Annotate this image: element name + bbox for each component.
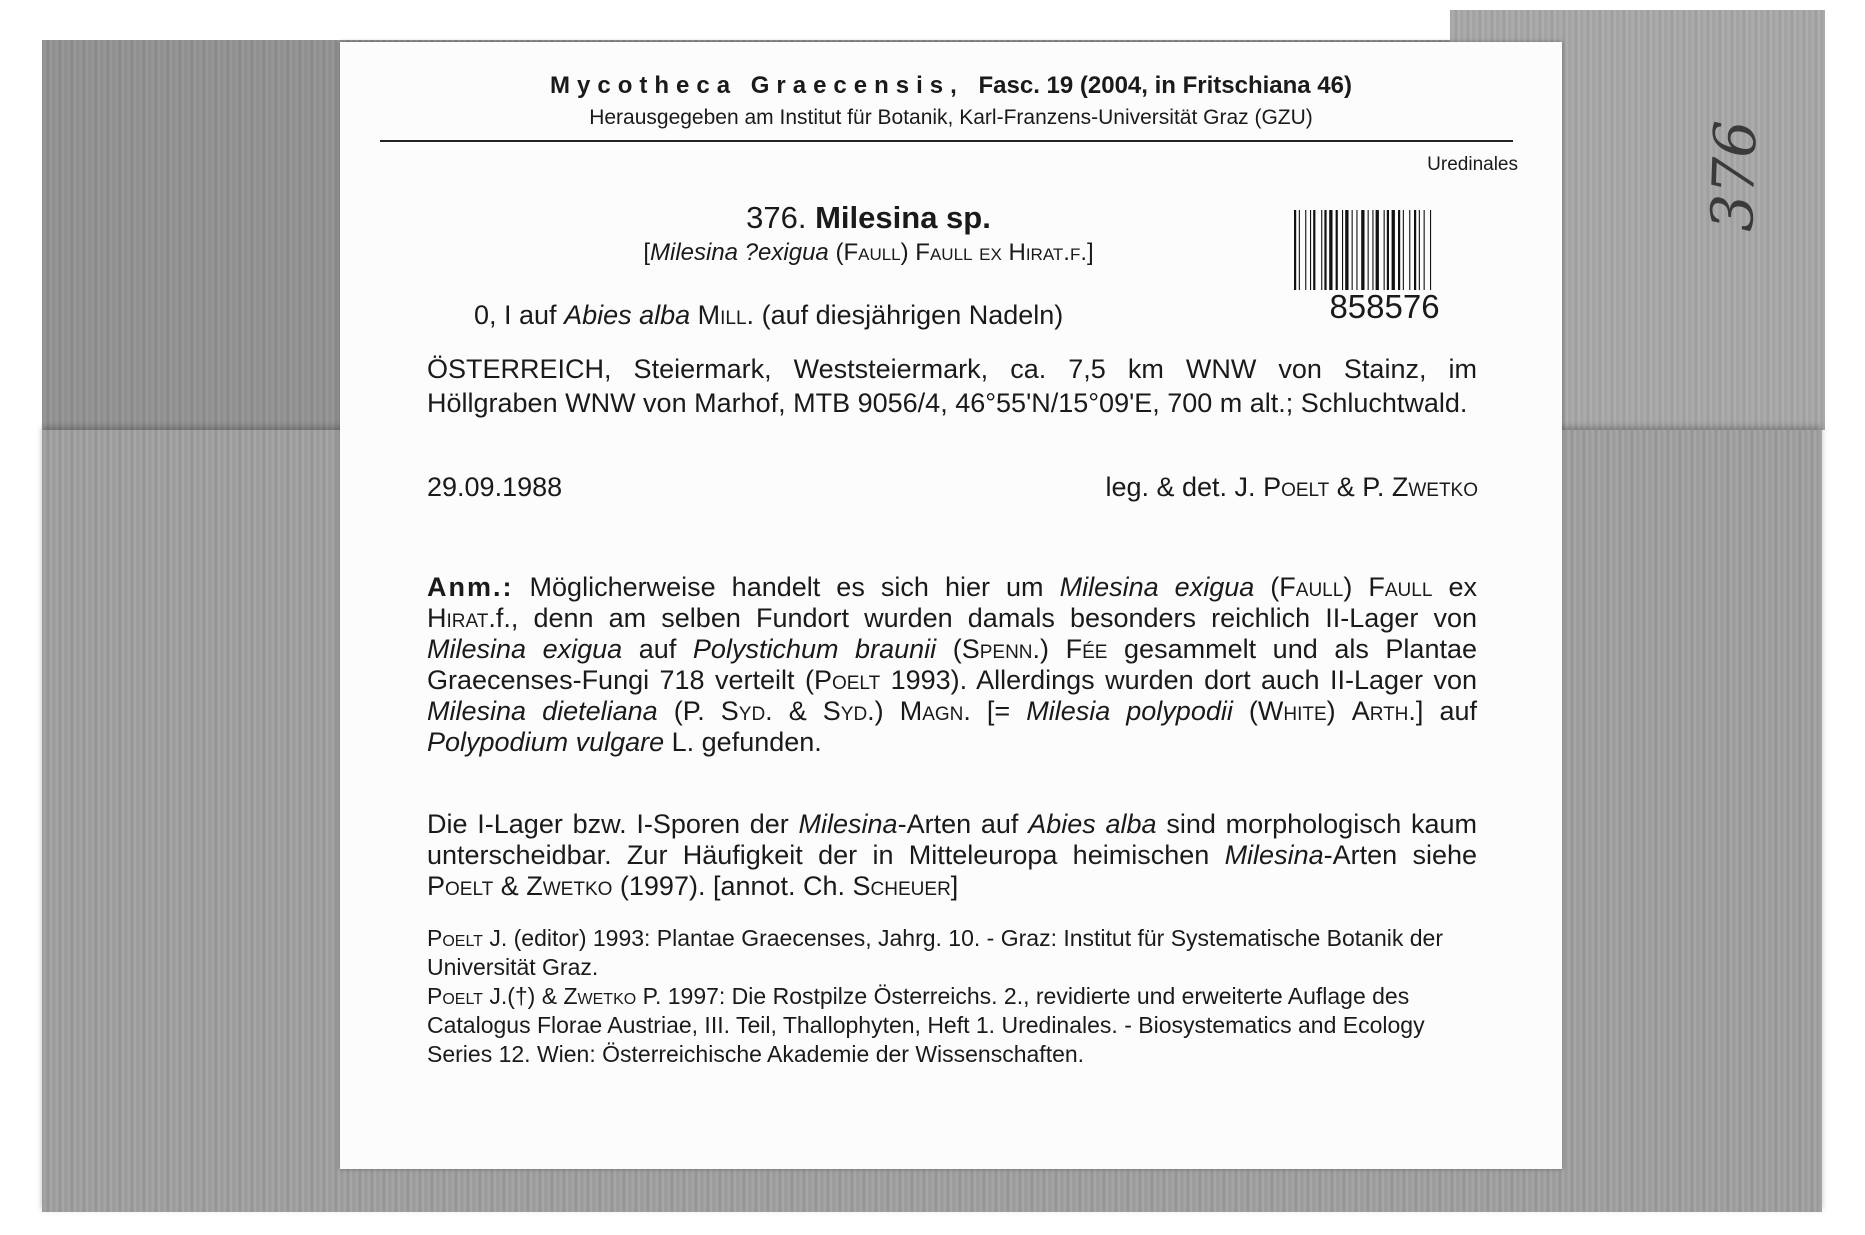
collector-prefix: leg. & det. J. bbox=[1105, 472, 1264, 502]
barcode-bar bbox=[1384, 210, 1385, 290]
barcode-bar bbox=[1329, 210, 1332, 290]
text-segment: . & bbox=[765, 696, 823, 726]
publisher-line: Herausgegeben am Institut für Botanik, Karl-Franzens-Universität Graz (GZU) bbox=[589, 106, 1313, 129]
text-segment: ( bbox=[1254, 572, 1280, 602]
author-name: Poelt bbox=[427, 871, 494, 901]
host-author: Mill. bbox=[690, 300, 755, 330]
text-segment: .) bbox=[867, 696, 900, 726]
barcode-bar bbox=[1376, 210, 1379, 290]
barcode-bar bbox=[1419, 210, 1420, 290]
barcode-number: 858576 bbox=[1329, 288, 1440, 325]
author-name: Scheuer bbox=[852, 871, 951, 901]
author-name: Hirat bbox=[427, 603, 489, 633]
barcode-bar bbox=[1313, 210, 1315, 290]
barcode-bar bbox=[1368, 210, 1369, 290]
text-segment: .f., denn am selben Fundort wurden damals besonders reichlich II-Lager von bbox=[488, 603, 1477, 633]
header-divider bbox=[380, 140, 1513, 142]
exsiccata-number: 376. bbox=[746, 200, 807, 235]
barcode-bar bbox=[1392, 210, 1395, 290]
barcode-bar bbox=[1430, 210, 1431, 290]
bracket-open: [ bbox=[643, 239, 650, 266]
barcode-bar bbox=[1361, 210, 1364, 290]
barcode-bar bbox=[1424, 210, 1425, 290]
text-segment: P. 1997: Die Rostpilze Österreichs. 2., revidierte und erweiterte Auflage des Catalogus Florae Austriae, III. Teil, Thallophyten, Heft 1. Uredinales. - Biosystematics and Ecology Series 12. Wien: Österreichische Akademie der Wissenschaften. bbox=[427, 983, 1425, 1067]
collector-name-2: Zwetko bbox=[1391, 472, 1478, 502]
text-segment: J. (editor) 1993: Plantae Graecenses, Jahrg. 10. - Graz: Institut für Systematische Botanik der Universität Graz. bbox=[427, 925, 1444, 980]
barcode-bar bbox=[1299, 210, 1300, 290]
taxon-name: Polystichum braunii bbox=[692, 634, 937, 664]
text-segment: ] bbox=[950, 871, 959, 901]
author-name: White bbox=[1257, 696, 1327, 726]
barcode-bar bbox=[1345, 210, 1348, 290]
collector-line bbox=[1105, 472, 1478, 503]
taxon-name: Milesina exigua bbox=[427, 634, 623, 664]
text-segment: ( bbox=[1232, 696, 1258, 726]
text-segment: ( bbox=[936, 634, 962, 664]
text-segment: .) bbox=[1032, 634, 1066, 664]
taxon-name: Milesina bbox=[1224, 840, 1324, 870]
barcode-bar bbox=[1342, 210, 1343, 290]
text-segment: (1997). [annot. Ch. bbox=[612, 871, 853, 901]
text-segment: .] auf bbox=[1408, 696, 1477, 726]
author-name: Faull bbox=[1279, 572, 1344, 602]
text-segment: ) bbox=[1326, 696, 1352, 726]
text-segment: gesammelt und als Plantae Graecenses-Fungi 718 verteilt ( bbox=[427, 634, 1477, 695]
taxon-name: Milesina bbox=[798, 809, 898, 839]
text-segment: -Arten siehe bbox=[1323, 840, 1477, 870]
synonym-authors: (Faull) Faull ex Hirat.f. bbox=[828, 239, 1087, 266]
author-name: Syd bbox=[720, 696, 766, 726]
barcode-bar bbox=[1414, 210, 1416, 290]
fascicle-info: Fasc. 19 (2004, in Fritschiana 46) bbox=[978, 72, 1352, 99]
collection-date: 29.09.1988 bbox=[427, 472, 563, 502]
author-name: Zwetko bbox=[563, 983, 637, 1009]
taxonomic-order: Uredinales bbox=[1427, 154, 1518, 175]
author-name: Magn bbox=[899, 696, 964, 726]
locality-text: ÖSTERREICH, Steiermark, Weststeiermark, ca. 7,5 km WNW von Stainz, im Höllgraben WNW von Marhof, MTB 9056/4, 46°55'N/15°09'E, 700 m alt.; Schluchtwald. bbox=[427, 354, 1477, 418]
host-detail: (auf diesjährigen Nadeln) bbox=[754, 300, 1064, 330]
annotation-label: Anm.: bbox=[427, 572, 514, 602]
author-name: Spenn bbox=[961, 634, 1033, 664]
references-list bbox=[427, 924, 1477, 1069]
text-segment: & bbox=[493, 871, 527, 901]
specimen-label bbox=[340, 42, 1562, 1169]
author-name: Fée bbox=[1065, 634, 1108, 664]
barcode-bar bbox=[1336, 210, 1338, 290]
annotation-paragraph-1 bbox=[427, 572, 1477, 758]
bracket-close: ] bbox=[1087, 239, 1094, 266]
taxon-name: Polypodium vulgare bbox=[427, 727, 665, 757]
synonym-name: Milesina ?exigua bbox=[650, 239, 829, 266]
text-segment: auf bbox=[622, 634, 693, 664]
host-prefix: 0, I auf bbox=[474, 300, 565, 330]
reference-item bbox=[427, 924, 1477, 982]
handwritten-specimen-number: 376 bbox=[1698, 119, 1770, 233]
text-segment: ex bbox=[1432, 572, 1477, 602]
author-name: Poelt bbox=[813, 665, 881, 695]
author-name: Faull bbox=[1368, 572, 1433, 602]
text-segment: . [= bbox=[963, 696, 1027, 726]
host-line bbox=[474, 300, 1063, 331]
barcode-bar bbox=[1321, 210, 1322, 290]
text-segment: ) bbox=[1343, 572, 1369, 602]
barcode-bar bbox=[1387, 210, 1389, 290]
taxon-name: Milesina dieteliana bbox=[427, 696, 658, 726]
text-segment: J.(†) & bbox=[482, 983, 564, 1009]
author-name: Poelt bbox=[427, 925, 483, 951]
barcode-bar bbox=[1305, 210, 1306, 290]
author-name: Poelt bbox=[427, 983, 483, 1009]
barcode bbox=[1292, 210, 1477, 292]
collector-amp: & P. bbox=[1329, 472, 1392, 502]
text-segment: (P. bbox=[657, 696, 721, 726]
taxon-name: Abies alba bbox=[1028, 809, 1157, 839]
author-name: Arth bbox=[1351, 696, 1409, 726]
series-name: Mycotheca Graecensis, bbox=[550, 72, 964, 99]
series-header bbox=[340, 72, 1562, 100]
species-name: Milesina sp. bbox=[815, 200, 991, 235]
annotation-paragraph-2 bbox=[427, 809, 1477, 902]
taxon-name: Milesia polypodii bbox=[1026, 696, 1233, 726]
barcode-bar bbox=[1398, 210, 1400, 290]
barcode-bar bbox=[1310, 210, 1311, 290]
barcode-bar bbox=[1403, 210, 1404, 290]
taxon-name: Milesina exigua bbox=[1059, 572, 1255, 602]
annotation-text-1 bbox=[427, 572, 1477, 757]
text-segment: Möglicherweise handelt es sich hier um bbox=[513, 572, 1060, 602]
reference-item bbox=[427, 982, 1477, 1069]
barcode-bar bbox=[1352, 210, 1353, 290]
barcode-bar bbox=[1356, 210, 1357, 290]
barcode-bar bbox=[1324, 210, 1326, 290]
host-name: Abies alba bbox=[564, 300, 691, 330]
author-name: Syd bbox=[822, 696, 868, 726]
barcode-bar bbox=[1372, 210, 1373, 290]
text-segment: sind morphologisch kaum unterscheidbar. Zur Häufigkeit der in Mitteleuropa heimischen bbox=[427, 809, 1478, 870]
text-segment: 1993). Allerdings wurden dort auch II-Lager von bbox=[880, 665, 1477, 695]
text-segment: L. gefunden. bbox=[664, 727, 822, 757]
author-name: Zwetko bbox=[526, 871, 613, 901]
collector-name-1: Poelt bbox=[1263, 472, 1330, 502]
barcode-bar bbox=[1409, 210, 1410, 290]
barcode-bar bbox=[1294, 210, 1296, 290]
text-segment: Die I-Lager bzw. I-Sporen der bbox=[427, 809, 799, 839]
text-segment: -Arten auf bbox=[897, 809, 1029, 839]
